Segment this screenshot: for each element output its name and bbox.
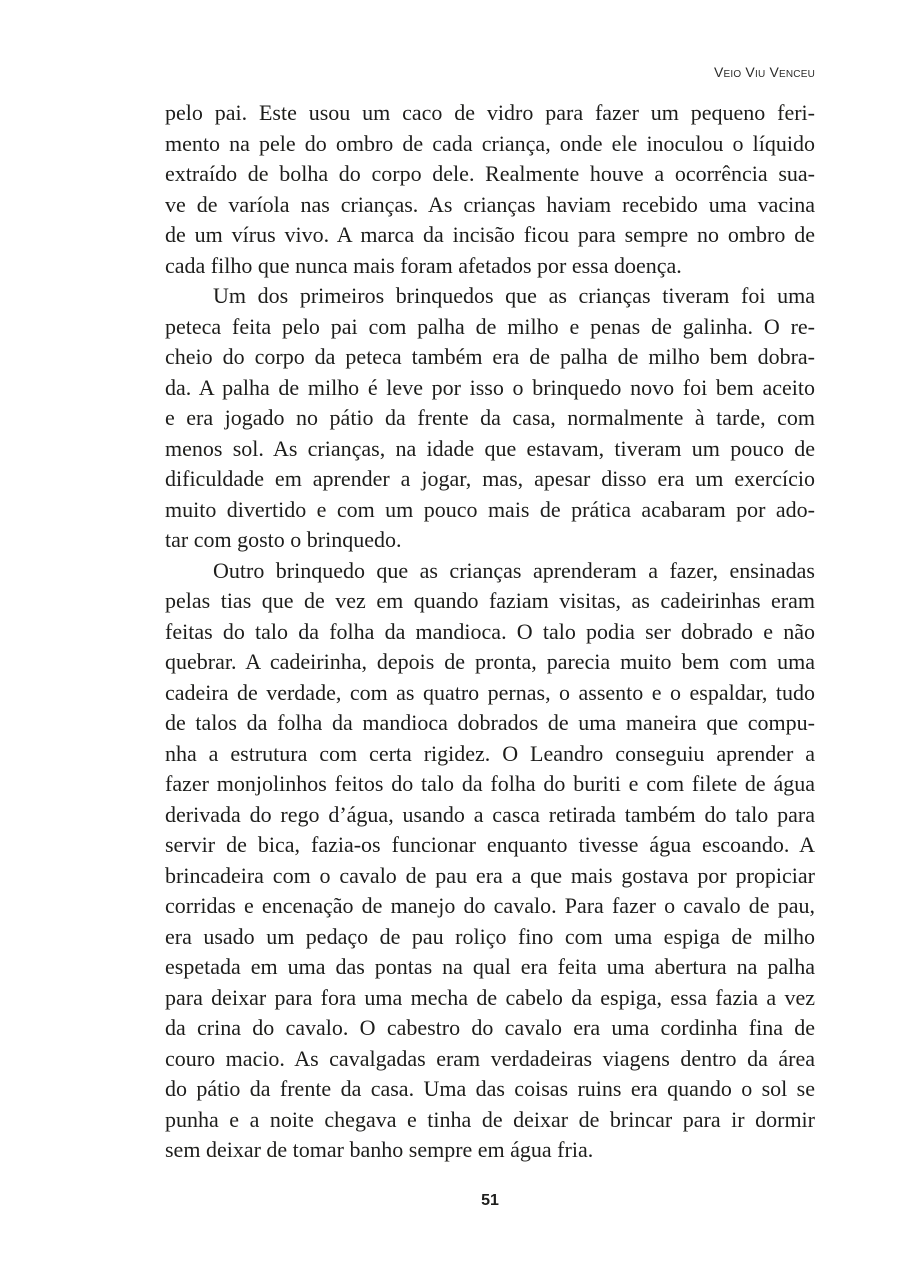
page-number: 51 [481,1192,499,1209]
text-line: fazer monjolinhos feitos do talo da folha do buriti e com filete de água [165,771,815,796]
text-line: ve de varíola nas crianças. As crianças haviam recebido uma vacina [165,191,815,217]
text-line: da. A palha de milho é leve por isso o brinquedo novo foi bem aceito [165,374,815,400]
text-line: quebrar. A cadeirinha, depois de pronta, parecia muito bem com uma [165,649,815,674]
text-line: cada filho que nunca mais foram afetados por essa doença. [165,252,682,278]
text-line: corridas e encenação de manejo do cavalo. Para fazer o cavalo de pau, [165,893,815,918]
text-line: punha e a noite chegava e tinha de deixar de brincar para ir dormir [165,1106,815,1132]
text-line: feitas do talo da folha da mandioca. O talo podia ser dobrado e não [165,618,815,644]
text-line: menos sol. As crianças, na idade que estavam, tiveram um pouco de [165,435,815,461]
text-line: derivada do rego d’água, usando a casca retirada também do talo para [165,801,815,827]
text-line: Outro brinquedo que as crianças aprenderam a fazer, ensinadas [213,557,815,583]
text-line: peteca feita pelo pai com palha de milho e penas de galinha. O re- [165,313,815,339]
paragraph-3 [165,556,815,1166]
text-line: espetada em uma das pontas na qual era feita uma abertura na palha [165,954,815,979]
text-line: dificuldade em aprender a jogar, mas, apesar disso era um exercício [165,466,815,491]
text-line: pelas tias que de vez em quando faziam visitas, as cadeirinhas eram [165,588,815,613]
text-line: muito divertido e com um pouco mais de prática acabaram por ado- [165,496,815,522]
text-line: da crina do cavalo. O cabestro do cavalo era uma cordinha fina de [165,1015,815,1040]
text-line: mento na pele do ombro de cada criança, onde ele inoculou o líquido [165,130,815,156]
text-line: e era jogado no pátio da frente da casa, normalmente à tarde, com [165,405,815,430]
text-line: extraído de bolha do corpo dele. Realmente houve a ocorrência sua- [165,161,815,186]
text-line: cadeira de verdade, com as quatro pernas, o assento e o espaldar, tudo [165,679,815,705]
text-line: de um vírus vivo. A marca da incisão ficou para sempre no ombro de [165,222,815,247]
text-line: tar com gosto o brinquedo. [165,527,402,552]
text-line: sem deixar de tomar banho sempre em água fria. [165,1137,594,1162]
paragraph-1 [165,98,815,281]
paragraph-2 [165,281,815,556]
text-line: de talos da folha da mandioca dobrados de uma maneira que compu- [165,710,815,735]
running-header: Veio Viu Venceu [713,64,815,80]
text-line: nha a estrutura com certa rigidez. O Leandro conseguiu aprender a [165,740,815,766]
text-line: para deixar para fora uma mecha de cabelo da espiga, essa fazia a vez [165,984,815,1010]
text-line: couro macio. As cavalgadas eram verdadeiras viagens dentro da área [165,1045,815,1071]
body-text [165,98,815,1166]
text-line: brincadeira com o cavalo de pau era a que mais gostava por propiciar [165,862,815,888]
text-line: era usado um pedaço de pau roliço fino com uma espiga de milho [165,923,815,949]
text-line: servir de bica, fazia-os funcionar enquanto tivesse água escoando. A [165,832,815,857]
text-line: Um dos primeiros brinquedos que as crianças tiveram foi uma [213,283,815,308]
text-line: cheio do corpo da peteca também era de palha de milho bem dobra- [165,344,815,369]
text-line: do pátio da frente da casa. Uma das coisas ruins era quando o sol se [165,1076,815,1101]
text-line: pelo pai. Este usou um caco de vidro para fazer um pequeno feri- [165,100,815,125]
